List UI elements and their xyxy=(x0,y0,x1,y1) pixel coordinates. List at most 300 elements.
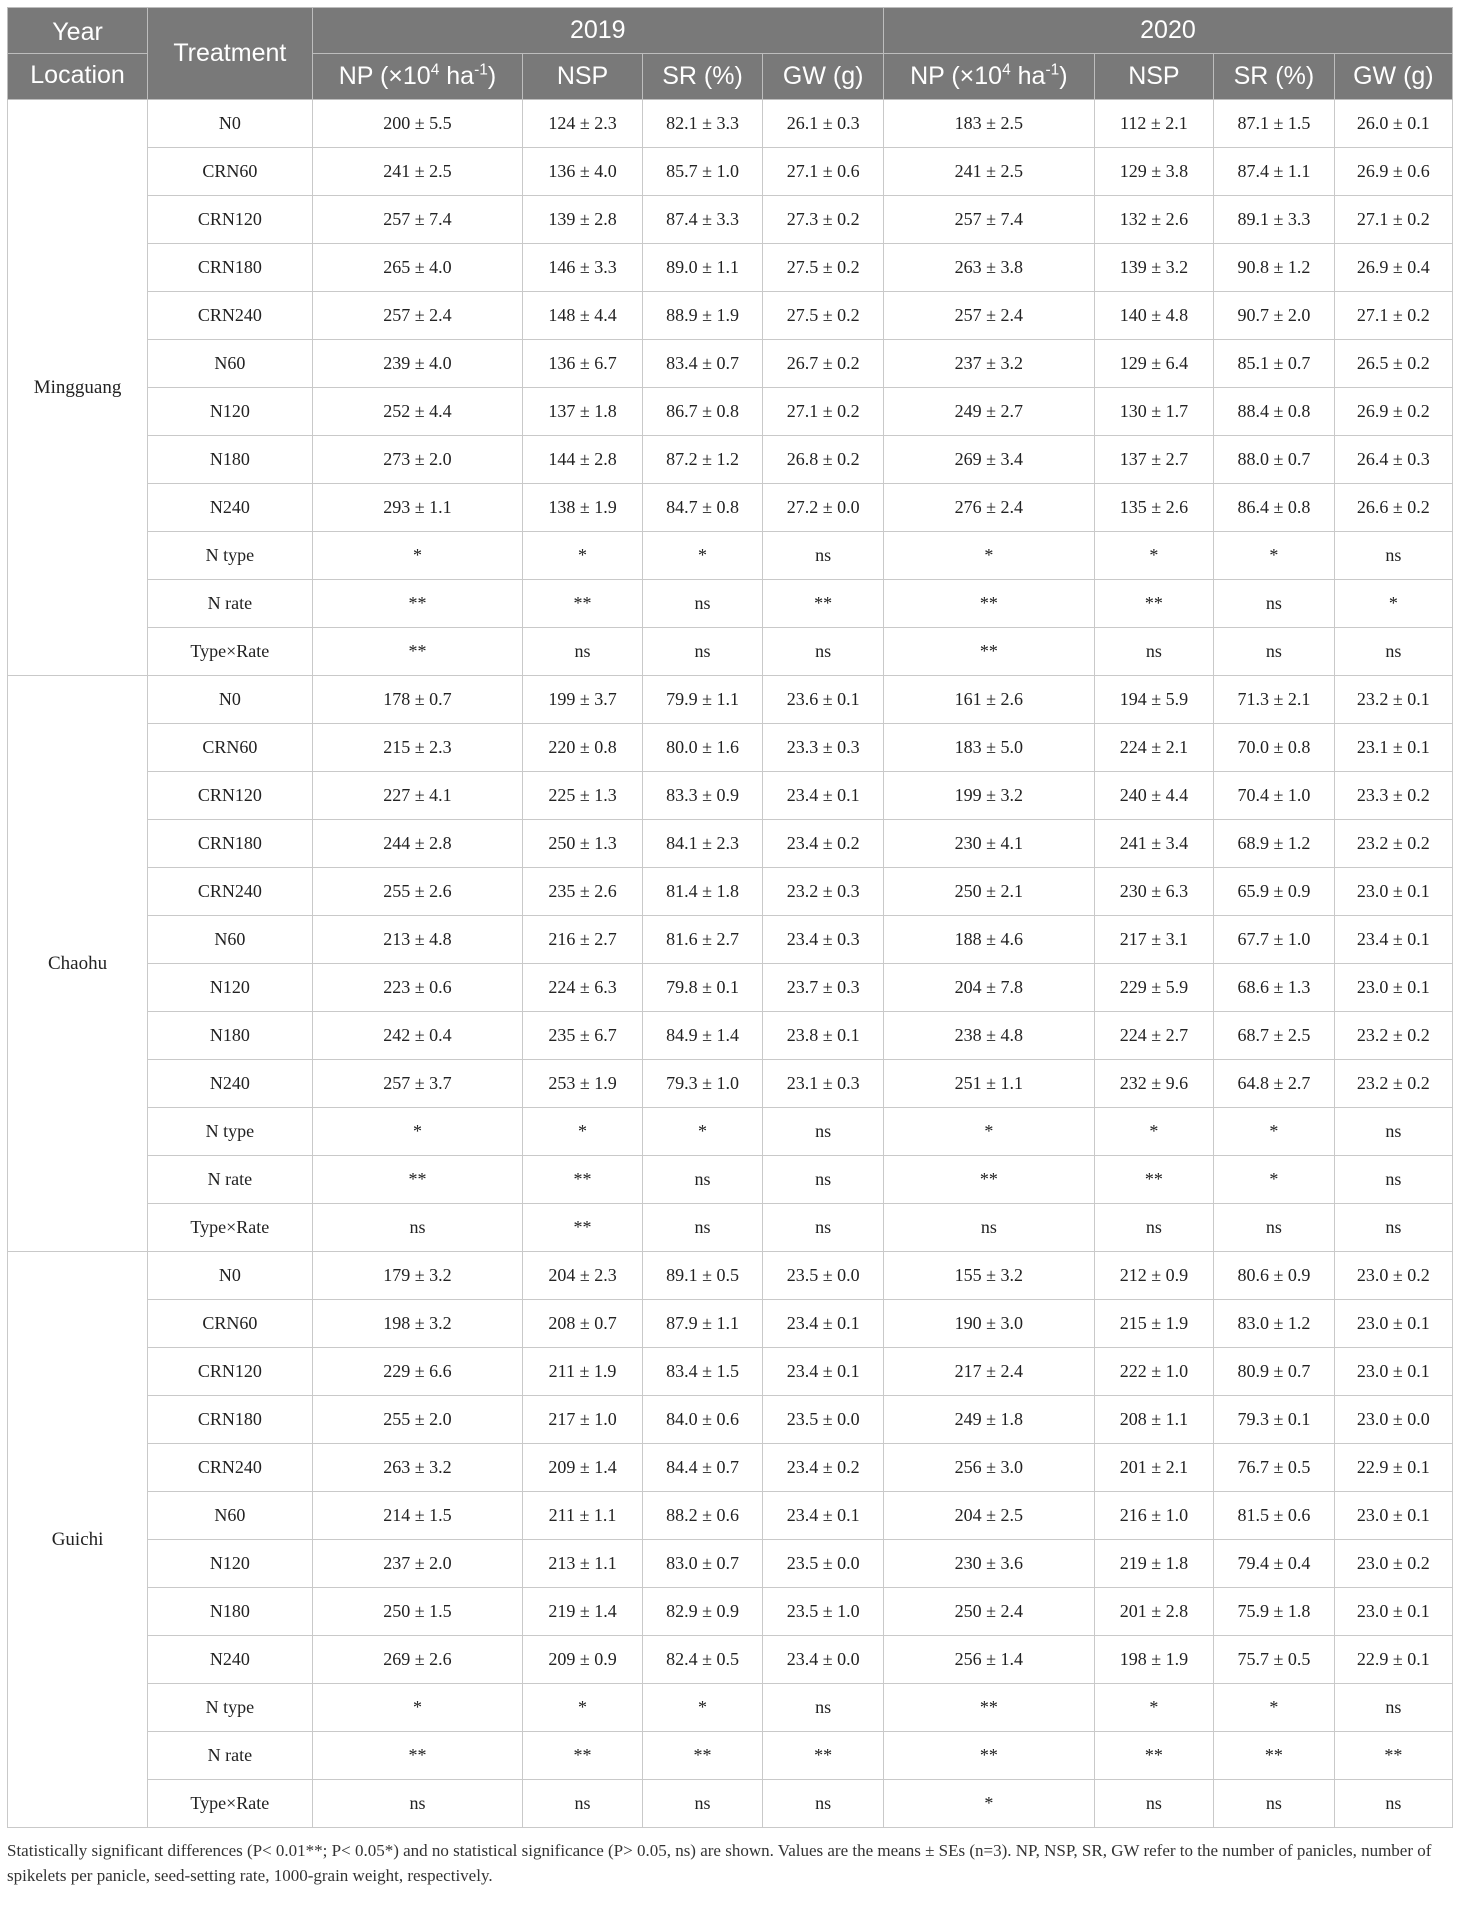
value-cell: 211 ± 1.9 xyxy=(523,1348,642,1396)
value-cell: 83.4 ± 1.5 xyxy=(642,1348,763,1396)
value-cell: 237 ± 2.0 xyxy=(312,1540,523,1588)
value-cell: 83.4 ± 0.7 xyxy=(642,340,763,388)
table-row xyxy=(8,772,1453,820)
value-cell: 253 ± 1.9 xyxy=(523,1060,642,1108)
value-cell: 148 ± 4.4 xyxy=(523,292,642,340)
table-body xyxy=(8,100,1453,1828)
value-cell: 132 ± 2.6 xyxy=(1094,196,1213,244)
treatment-cell: N type xyxy=(148,532,312,580)
table-row xyxy=(8,484,1453,532)
value-cell: 230 ± 6.3 xyxy=(1094,868,1213,916)
value-cell: 26.1 ± 0.3 xyxy=(763,100,884,148)
treatment-cell: CRN180 xyxy=(148,244,312,292)
value-cell: 23.2 ± 0.2 xyxy=(1334,820,1452,868)
sr-header-2020: SR (%) xyxy=(1214,54,1335,100)
nsp-header-2020: NSP xyxy=(1094,54,1213,100)
value-cell: 198 ± 3.2 xyxy=(312,1300,523,1348)
value-cell: 27.1 ± 0.2 xyxy=(1334,196,1452,244)
value-cell: ns xyxy=(1334,628,1452,676)
value-cell: 84.7 ± 0.8 xyxy=(642,484,763,532)
value-cell: ns xyxy=(312,1204,523,1252)
value-cell: 216 ± 1.0 xyxy=(1094,1492,1213,1540)
value-cell: ** xyxy=(883,1732,1094,1780)
value-cell: 144 ± 2.8 xyxy=(523,436,642,484)
table-row xyxy=(8,964,1453,1012)
value-cell: ** xyxy=(523,1732,642,1780)
treatment-cell: CRN240 xyxy=(148,868,312,916)
value-cell: 79.8 ± 0.1 xyxy=(642,964,763,1012)
value-cell: 82.9 ± 0.9 xyxy=(642,1588,763,1636)
location-cell: Mingguang xyxy=(8,100,148,676)
value-cell: ns xyxy=(1334,1108,1452,1156)
value-cell: ns xyxy=(1334,1156,1452,1204)
value-cell: 70.4 ± 1.0 xyxy=(1214,772,1335,820)
treatment-cell: CRN60 xyxy=(148,148,312,196)
value-cell: 84.0 ± 0.6 xyxy=(642,1396,763,1444)
value-cell: 112 ± 2.1 xyxy=(1094,100,1213,148)
value-cell: 82.1 ± 3.3 xyxy=(642,100,763,148)
value-cell: ** xyxy=(523,1204,642,1252)
value-cell: * xyxy=(642,1684,763,1732)
value-cell: * xyxy=(1094,1108,1213,1156)
value-cell: 230 ± 3.6 xyxy=(883,1540,1094,1588)
value-cell: 79.4 ± 0.4 xyxy=(1214,1540,1335,1588)
treatment-cell: CRN120 xyxy=(148,1348,312,1396)
value-cell: 76.7 ± 0.5 xyxy=(1214,1444,1335,1492)
value-cell: 27.1 ± 0.2 xyxy=(1334,292,1452,340)
value-cell: 23.6 ± 0.1 xyxy=(763,676,884,724)
treatment-cell: N rate xyxy=(148,580,312,628)
value-cell: 68.9 ± 1.2 xyxy=(1214,820,1335,868)
value-cell: * xyxy=(1214,1156,1335,1204)
table-row xyxy=(8,1156,1453,1204)
value-cell: 217 ± 2.4 xyxy=(883,1348,1094,1396)
value-cell: ** xyxy=(1094,580,1213,628)
value-cell: 204 ± 2.3 xyxy=(523,1252,642,1300)
treatment-cell: N120 xyxy=(148,1540,312,1588)
value-cell: 23.4 ± 0.2 xyxy=(763,820,884,868)
results-table xyxy=(7,7,1453,1828)
value-cell: 249 ± 1.8 xyxy=(883,1396,1094,1444)
value-cell: 223 ± 0.6 xyxy=(312,964,523,1012)
value-cell: 22.9 ± 0.1 xyxy=(1334,1444,1452,1492)
value-cell: 79.9 ± 1.1 xyxy=(642,676,763,724)
table-row xyxy=(8,1108,1453,1156)
value-cell: 27.5 ± 0.2 xyxy=(763,292,884,340)
value-cell: 80.6 ± 0.9 xyxy=(1214,1252,1335,1300)
value-cell: 227 ± 4.1 xyxy=(312,772,523,820)
table-row xyxy=(8,916,1453,964)
table-row xyxy=(8,1444,1453,1492)
value-cell: 65.9 ± 0.9 xyxy=(1214,868,1335,916)
table-row xyxy=(8,148,1453,196)
value-cell: 235 ± 6.7 xyxy=(523,1012,642,1060)
value-cell: ** xyxy=(312,628,523,676)
value-cell: 139 ± 3.2 xyxy=(1094,244,1213,292)
value-cell: 219 ± 1.8 xyxy=(1094,1540,1213,1588)
value-cell: 124 ± 2.3 xyxy=(523,100,642,148)
value-cell: 257 ± 7.4 xyxy=(883,196,1094,244)
value-cell: 263 ± 3.8 xyxy=(883,244,1094,292)
value-cell: 273 ± 2.0 xyxy=(312,436,523,484)
value-cell: 87.9 ± 1.1 xyxy=(642,1300,763,1348)
value-cell: * xyxy=(523,532,642,580)
value-cell: 88.0 ± 0.7 xyxy=(1214,436,1335,484)
value-cell: 80.9 ± 0.7 xyxy=(1214,1348,1335,1396)
treatment-cell: Type×Rate xyxy=(148,628,312,676)
value-cell: 237 ± 3.2 xyxy=(883,340,1094,388)
value-cell: 23.4 ± 0.3 xyxy=(763,916,884,964)
value-cell: 216 ± 2.7 xyxy=(523,916,642,964)
table-container xyxy=(7,7,1453,1888)
value-cell: ** xyxy=(1214,1732,1335,1780)
value-cell: 257 ± 2.4 xyxy=(312,292,523,340)
table-row xyxy=(8,1540,1453,1588)
value-cell: 23.0 ± 0.1 xyxy=(1334,868,1452,916)
treatment-cell: N0 xyxy=(148,100,312,148)
value-cell: ns xyxy=(1334,1780,1452,1828)
year-2019-header: 2019 xyxy=(312,8,883,54)
value-cell: ** xyxy=(763,580,884,628)
value-cell: 251 ± 1.1 xyxy=(883,1060,1094,1108)
value-cell: 211 ± 1.1 xyxy=(523,1492,642,1540)
value-cell: 23.5 ± 0.0 xyxy=(763,1252,884,1300)
value-cell: 89.1 ± 0.5 xyxy=(642,1252,763,1300)
value-cell: 68.7 ± 2.5 xyxy=(1214,1012,1335,1060)
value-cell: 244 ± 2.8 xyxy=(312,820,523,868)
value-cell: * xyxy=(1214,532,1335,580)
value-cell: 83.3 ± 0.9 xyxy=(642,772,763,820)
value-cell: 23.5 ± 0.0 xyxy=(763,1396,884,1444)
value-cell: 263 ± 3.2 xyxy=(312,1444,523,1492)
value-cell: 87.2 ± 1.2 xyxy=(642,436,763,484)
value-cell: 241 ± 2.5 xyxy=(312,148,523,196)
value-cell: 23.3 ± 0.3 xyxy=(763,724,884,772)
value-cell: 220 ± 0.8 xyxy=(523,724,642,772)
value-cell: 23.4 ± 0.1 xyxy=(1334,916,1452,964)
treatment-cell: N240 xyxy=(148,1060,312,1108)
value-cell: 257 ± 2.4 xyxy=(883,292,1094,340)
value-cell: ** xyxy=(1094,1156,1213,1204)
np-header-2019: NP ($\times 10^4$ $ha^{-1}$) xyxy=(312,54,523,100)
value-cell: ns xyxy=(1214,1204,1335,1252)
value-cell: 135 ± 2.6 xyxy=(1094,484,1213,532)
value-cell: 88.9 ± 1.9 xyxy=(642,292,763,340)
value-cell: 201 ± 2.1 xyxy=(1094,1444,1213,1492)
value-cell: 23.1 ± 0.3 xyxy=(763,1060,884,1108)
value-cell: 240 ± 4.4 xyxy=(1094,772,1213,820)
table-row xyxy=(8,1684,1453,1732)
value-cell: 179 ± 3.2 xyxy=(312,1252,523,1300)
table-row xyxy=(8,676,1453,724)
gw-header-2020: GW (g) xyxy=(1334,54,1452,100)
value-cell: 26.6 ± 0.2 xyxy=(1334,484,1452,532)
value-cell: 64.8 ± 2.7 xyxy=(1214,1060,1335,1108)
treatment-cell: CRN180 xyxy=(148,1396,312,1444)
value-cell: ** xyxy=(1094,1732,1213,1780)
value-cell: 194 ± 5.9 xyxy=(1094,676,1213,724)
value-cell: ns xyxy=(642,1156,763,1204)
value-cell: 23.3 ± 0.2 xyxy=(1334,772,1452,820)
value-cell: 23.8 ± 0.1 xyxy=(763,1012,884,1060)
value-cell: 129 ± 3.8 xyxy=(1094,148,1213,196)
value-cell: * xyxy=(883,1108,1094,1156)
value-cell: 68.6 ± 1.3 xyxy=(1214,964,1335,1012)
value-cell: 26.4 ± 0.3 xyxy=(1334,436,1452,484)
nsp-header-2019: NSP xyxy=(523,54,642,100)
value-cell: ns xyxy=(763,1204,884,1252)
value-cell: 23.5 ± 1.0 xyxy=(763,1588,884,1636)
value-cell: ns xyxy=(642,580,763,628)
table-row xyxy=(8,1252,1453,1300)
value-cell: 213 ± 1.1 xyxy=(523,1540,642,1588)
value-cell: * xyxy=(1214,1684,1335,1732)
value-cell: 81.5 ± 0.6 xyxy=(1214,1492,1335,1540)
value-cell: ** xyxy=(312,1156,523,1204)
value-cell: 161 ± 2.6 xyxy=(883,676,1094,724)
value-cell: 183 ± 5.0 xyxy=(883,724,1094,772)
treatment-cell: N240 xyxy=(148,484,312,532)
value-cell: * xyxy=(1214,1108,1335,1156)
treatment-cell: N180 xyxy=(148,1588,312,1636)
table-row xyxy=(8,100,1453,148)
table-row xyxy=(8,1780,1453,1828)
value-cell: 23.2 ± 0.2 xyxy=(1334,1012,1452,1060)
treatment-cell: N rate xyxy=(148,1732,312,1780)
value-cell: 23.2 ± 0.1 xyxy=(1334,676,1452,724)
value-cell: 87.4 ± 1.1 xyxy=(1214,148,1335,196)
year-location-header xyxy=(8,8,148,100)
value-cell: ns xyxy=(763,532,884,580)
treatment-cell: N180 xyxy=(148,436,312,484)
footnote: Statistically significant differences (P< 0.01**; P< 0.05*) and no statistical significance (P> 0.05, ns) are shown. Values are the means ± SEs (n=3). NP, NSP, SR, GW refer to the number of panicles, number of spikelets per panicle, seed-setting rate, 1000-grain weight, respectively. xyxy=(7,1841,1432,1885)
treatment-cell: N rate xyxy=(148,1156,312,1204)
value-cell: 86.7 ± 0.8 xyxy=(642,388,763,436)
value-cell: 83.0 ± 1.2 xyxy=(1214,1300,1335,1348)
value-cell: 23.0 ± 0.0 xyxy=(1334,1396,1452,1444)
value-cell: 90.7 ± 2.0 xyxy=(1214,292,1335,340)
value-cell: * xyxy=(1094,1684,1213,1732)
value-cell: 85.1 ± 0.7 xyxy=(1214,340,1335,388)
np-header-2020: NP ($\times 10^4$ $ha^{-1}$) xyxy=(883,54,1094,100)
value-cell: 230 ± 4.1 xyxy=(883,820,1094,868)
table-row xyxy=(8,1204,1453,1252)
value-cell: ns xyxy=(523,1780,642,1828)
value-cell: 208 ± 1.1 xyxy=(1094,1396,1213,1444)
value-cell: ns xyxy=(312,1780,523,1828)
value-cell: ns xyxy=(883,1204,1094,1252)
value-cell: 23.0 ± 0.1 xyxy=(1334,1492,1452,1540)
value-cell: 219 ± 1.4 xyxy=(523,1588,642,1636)
value-cell: 215 ± 1.9 xyxy=(1094,1300,1213,1348)
value-cell: ns xyxy=(763,1684,884,1732)
value-cell: 23.5 ± 0.0 xyxy=(763,1540,884,1588)
value-cell: 250 ± 1.3 xyxy=(523,820,642,868)
value-cell: 87.4 ± 3.3 xyxy=(642,196,763,244)
value-cell: 239 ± 4.0 xyxy=(312,340,523,388)
value-cell: 23.0 ± 0.2 xyxy=(1334,1540,1452,1588)
value-cell: 89.0 ± 1.1 xyxy=(642,244,763,292)
value-cell: * xyxy=(642,1108,763,1156)
treatment-cell: CRN120 xyxy=(148,196,312,244)
treatment-cell: CRN60 xyxy=(148,724,312,772)
value-cell: 81.6 ± 2.7 xyxy=(642,916,763,964)
value-cell: 88.2 ± 0.6 xyxy=(642,1492,763,1540)
value-cell: 27.2 ± 0.0 xyxy=(763,484,884,532)
value-cell: 190 ± 3.0 xyxy=(883,1300,1094,1348)
treatment-cell: N60 xyxy=(148,1492,312,1540)
value-cell: ns xyxy=(1334,1684,1452,1732)
value-cell: 224 ± 2.7 xyxy=(1094,1012,1213,1060)
value-cell: 67.7 ± 1.0 xyxy=(1214,916,1335,964)
value-cell: ns xyxy=(1094,1780,1213,1828)
table-row xyxy=(8,532,1453,580)
value-cell: 81.4 ± 1.8 xyxy=(642,868,763,916)
value-cell: 23.4 ± 0.1 xyxy=(763,1300,884,1348)
value-cell: 178 ± 0.7 xyxy=(312,676,523,724)
value-cell: ns xyxy=(763,1108,884,1156)
value-cell: 138 ± 1.9 xyxy=(523,484,642,532)
value-cell: * xyxy=(1094,532,1213,580)
value-cell: 229 ± 5.9 xyxy=(1094,964,1213,1012)
value-cell: 250 ± 2.4 xyxy=(883,1588,1094,1636)
table-row xyxy=(8,724,1453,772)
table-row xyxy=(8,1492,1453,1540)
value-cell: 232 ± 9.6 xyxy=(1094,1060,1213,1108)
value-cell: 235 ± 2.6 xyxy=(523,868,642,916)
value-cell: 276 ± 2.4 xyxy=(883,484,1094,532)
value-cell: 23.0 ± 0.1 xyxy=(1334,1300,1452,1348)
value-cell: ns xyxy=(763,1156,884,1204)
value-cell: 23.0 ± 0.1 xyxy=(1334,1348,1452,1396)
value-cell: * xyxy=(523,1684,642,1732)
value-cell: 209 ± 0.9 xyxy=(523,1636,642,1684)
value-cell: 293 ± 1.1 xyxy=(312,484,523,532)
value-cell: 86.4 ± 0.8 xyxy=(1214,484,1335,532)
table-row xyxy=(8,292,1453,340)
value-cell: 241 ± 3.4 xyxy=(1094,820,1213,868)
value-cell: 79.3 ± 1.0 xyxy=(642,1060,763,1108)
treatment-cell: N120 xyxy=(148,964,312,1012)
value-cell: 136 ± 4.0 xyxy=(523,148,642,196)
treatment-cell: CRN120 xyxy=(148,772,312,820)
value-cell: ** xyxy=(883,1156,1094,1204)
value-cell: 140 ± 4.8 xyxy=(1094,292,1213,340)
value-cell: 204 ± 2.5 xyxy=(883,1492,1094,1540)
table-row xyxy=(8,196,1453,244)
value-cell: 27.1 ± 0.6 xyxy=(763,148,884,196)
table-row xyxy=(8,1300,1453,1348)
value-cell: 215 ± 2.3 xyxy=(312,724,523,772)
value-cell: 137 ± 2.7 xyxy=(1094,436,1213,484)
value-cell: 137 ± 1.8 xyxy=(523,388,642,436)
value-cell: * xyxy=(642,532,763,580)
table-row xyxy=(8,1636,1453,1684)
value-cell: 23.2 ± 0.2 xyxy=(1334,1060,1452,1108)
value-cell: ** xyxy=(763,1732,884,1780)
gw-header-2019: GW (g) xyxy=(763,54,884,100)
treatment-cell: N type xyxy=(148,1108,312,1156)
value-cell: ** xyxy=(642,1732,763,1780)
treatment-cell: CRN60 xyxy=(148,1300,312,1348)
value-cell: 209 ± 1.4 xyxy=(523,1444,642,1492)
value-cell: 183 ± 2.5 xyxy=(883,100,1094,148)
value-cell: ns xyxy=(642,628,763,676)
value-cell: 217 ± 3.1 xyxy=(1094,916,1213,964)
treatment-cell: N0 xyxy=(148,676,312,724)
value-cell: 130 ± 1.7 xyxy=(1094,388,1213,436)
value-cell: 269 ± 3.4 xyxy=(883,436,1094,484)
value-cell: 80.0 ± 1.6 xyxy=(642,724,763,772)
value-cell: 88.4 ± 0.8 xyxy=(1214,388,1335,436)
value-cell: 84.4 ± 0.7 xyxy=(642,1444,763,1492)
value-cell: 199 ± 3.7 xyxy=(523,676,642,724)
value-cell: 27.5 ± 0.2 xyxy=(763,244,884,292)
value-cell: 84.1 ± 2.3 xyxy=(642,820,763,868)
table-row xyxy=(8,1588,1453,1636)
value-cell: * xyxy=(523,1108,642,1156)
value-cell: 71.3 ± 2.1 xyxy=(1214,676,1335,724)
table-row xyxy=(8,868,1453,916)
value-cell: ns xyxy=(1214,580,1335,628)
value-cell: ns xyxy=(1214,628,1335,676)
value-cell: ns xyxy=(523,628,642,676)
value-cell: ** xyxy=(883,628,1094,676)
value-cell: 139 ± 2.8 xyxy=(523,196,642,244)
value-cell: 241 ± 2.5 xyxy=(883,148,1094,196)
table-row xyxy=(8,1060,1453,1108)
value-cell: 89.1 ± 3.3 xyxy=(1214,196,1335,244)
value-cell: 79.3 ± 0.1 xyxy=(1214,1396,1335,1444)
value-cell: 70.0 ± 0.8 xyxy=(1214,724,1335,772)
table-row xyxy=(8,820,1453,868)
value-cell: ns xyxy=(1214,1780,1335,1828)
location-cell: Chaohu xyxy=(8,676,148,1252)
value-cell: 255 ± 2.6 xyxy=(312,868,523,916)
value-cell: 199 ± 3.2 xyxy=(883,772,1094,820)
value-cell: 200 ± 5.5 xyxy=(312,100,523,148)
value-cell: 23.1 ± 0.1 xyxy=(1334,724,1452,772)
value-cell: 242 ± 0.4 xyxy=(312,1012,523,1060)
value-cell: 27.1 ± 0.2 xyxy=(763,388,884,436)
value-cell: 129 ± 6.4 xyxy=(1094,340,1213,388)
value-cell: 201 ± 2.8 xyxy=(1094,1588,1213,1636)
value-cell: 23.0 ± 0.1 xyxy=(1334,964,1452,1012)
value-cell: 249 ± 2.7 xyxy=(883,388,1094,436)
value-cell: 75.7 ± 0.5 xyxy=(1214,1636,1335,1684)
location-cell: Guichi xyxy=(8,1252,148,1828)
value-cell: 85.7 ± 1.0 xyxy=(642,148,763,196)
value-cell: 23.0 ± 0.1 xyxy=(1334,1588,1452,1636)
value-cell: * xyxy=(883,1780,1094,1828)
value-cell: 23.7 ± 0.3 xyxy=(763,964,884,1012)
value-cell: 204 ± 7.8 xyxy=(883,964,1094,1012)
value-cell: 23.2 ± 0.3 xyxy=(763,868,884,916)
value-cell: 257 ± 7.4 xyxy=(312,196,523,244)
value-cell: 208 ± 0.7 xyxy=(523,1300,642,1348)
value-cell: 229 ± 6.6 xyxy=(312,1348,523,1396)
value-cell: 23.4 ± 0.2 xyxy=(763,1444,884,1492)
value-cell: 90.8 ± 1.2 xyxy=(1214,244,1335,292)
table-row xyxy=(8,340,1453,388)
year-header: Year xyxy=(52,18,103,46)
sr-header-2019: SR (%) xyxy=(642,54,763,100)
table-row xyxy=(8,388,1453,436)
table-row xyxy=(8,628,1453,676)
value-cell: 155 ± 3.2 xyxy=(883,1252,1094,1300)
value-cell: 22.9 ± 0.1 xyxy=(1334,1636,1452,1684)
value-cell: 269 ± 2.6 xyxy=(312,1636,523,1684)
